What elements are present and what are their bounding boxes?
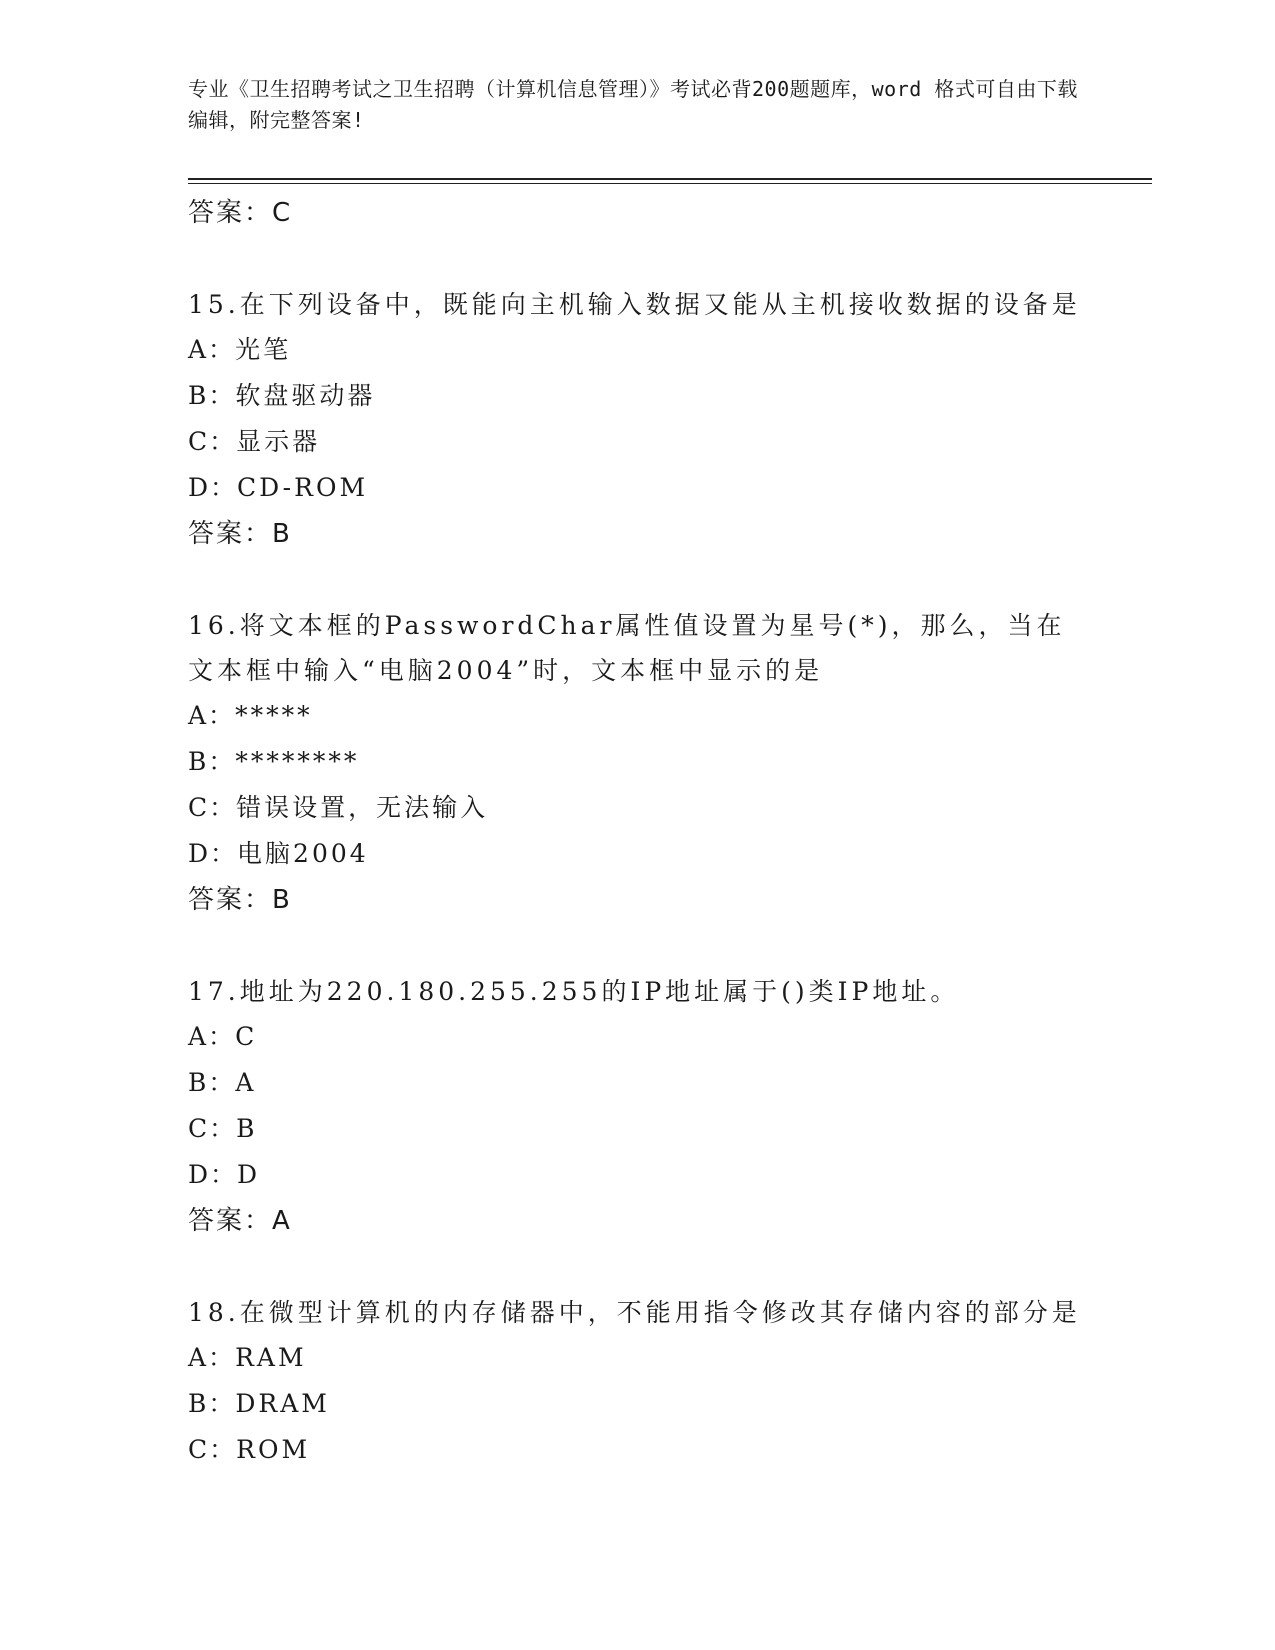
option-text: DRAM [235,1389,330,1418]
option-c [188,1106,1088,1152]
option-key: B： [188,1389,236,1418]
option-key: C： [188,1114,237,1143]
option-key: D： [188,1160,238,1189]
option-b [188,739,1088,785]
option-a [188,693,1088,739]
option-text: C [235,1022,258,1051]
option-key: C： [188,793,237,822]
option-text: ***** [235,701,313,730]
option-key: D： [188,473,238,502]
question-stem: 17.地址为220.180.255.255的IP地址属于()类IP地址。 [188,977,960,1006]
option-key: B： [188,1068,236,1097]
document-body [188,190,1088,1473]
option-key: C： [188,427,237,456]
option-b [188,373,1088,419]
option-text: RAM [235,1343,307,1372]
question-stem: 16.将文本框的PasswordChar属性值设置为星号(*)，那么，当在文本框中输入“电脑2004”时，文本框中显示的是 [188,611,1066,685]
option-a [188,1335,1088,1381]
question-block [188,1290,1088,1473]
option-text: D [237,1160,261,1189]
option-text: ******** [235,747,360,776]
answer-line: 答案：C [188,198,293,228]
option-key: B： [188,747,236,776]
question-block [188,282,1088,557]
option-a [188,1014,1088,1060]
option-key: B： [188,381,236,410]
option-key: A： [188,1022,236,1051]
spacer [188,557,1088,603]
option-key: A： [188,1343,236,1372]
option-key: D： [188,839,238,868]
header-divider [188,178,1152,184]
question-stem: 15.在下列设备中，既能向主机输入数据又能从主机接收数据的设备是 [188,290,1081,319]
option-text: CD-ROM [237,473,369,502]
option-d [188,1152,1088,1198]
answer-line: 答案：B [188,519,292,549]
option-c [188,419,1088,465]
option-d [188,831,1088,877]
question-stem: 18.在微型计算机的内存储器中，不能用指令修改其存储内容的部分是 [188,1298,1081,1327]
option-text: ROM [236,1435,311,1464]
spacer [188,236,1088,282]
option-text: 光笔 [235,335,292,364]
option-text: 显示器 [236,427,321,456]
question-block [188,603,1088,923]
option-key: C： [188,1435,237,1464]
option-text: A [235,1068,257,1097]
option-text: 错误设置，无法输入 [236,793,489,822]
option-b [188,1381,1088,1427]
option-text: 软盘驱动器 [235,381,376,410]
answer-line: 答案：A [188,1206,292,1236]
option-text: 电脑2004 [237,839,369,868]
option-c [188,785,1088,831]
option-key: A： [188,701,236,730]
option-text: B [236,1114,258,1143]
document-header: 专业《卫生招聘考试之卫生招聘（计算机信息管理）》考试必背200题题库，word 格式可自由下载编辑，附完整答案! [188,77,1078,132]
spacer [188,1244,1088,1290]
option-key: A： [188,335,236,364]
option-b [188,1060,1088,1106]
spacer [188,923,1088,969]
option-a [188,327,1088,373]
option-d [188,465,1088,511]
question-block [188,969,1088,1244]
option-c [188,1427,1088,1473]
answer-line: 答案：B [188,885,292,915]
